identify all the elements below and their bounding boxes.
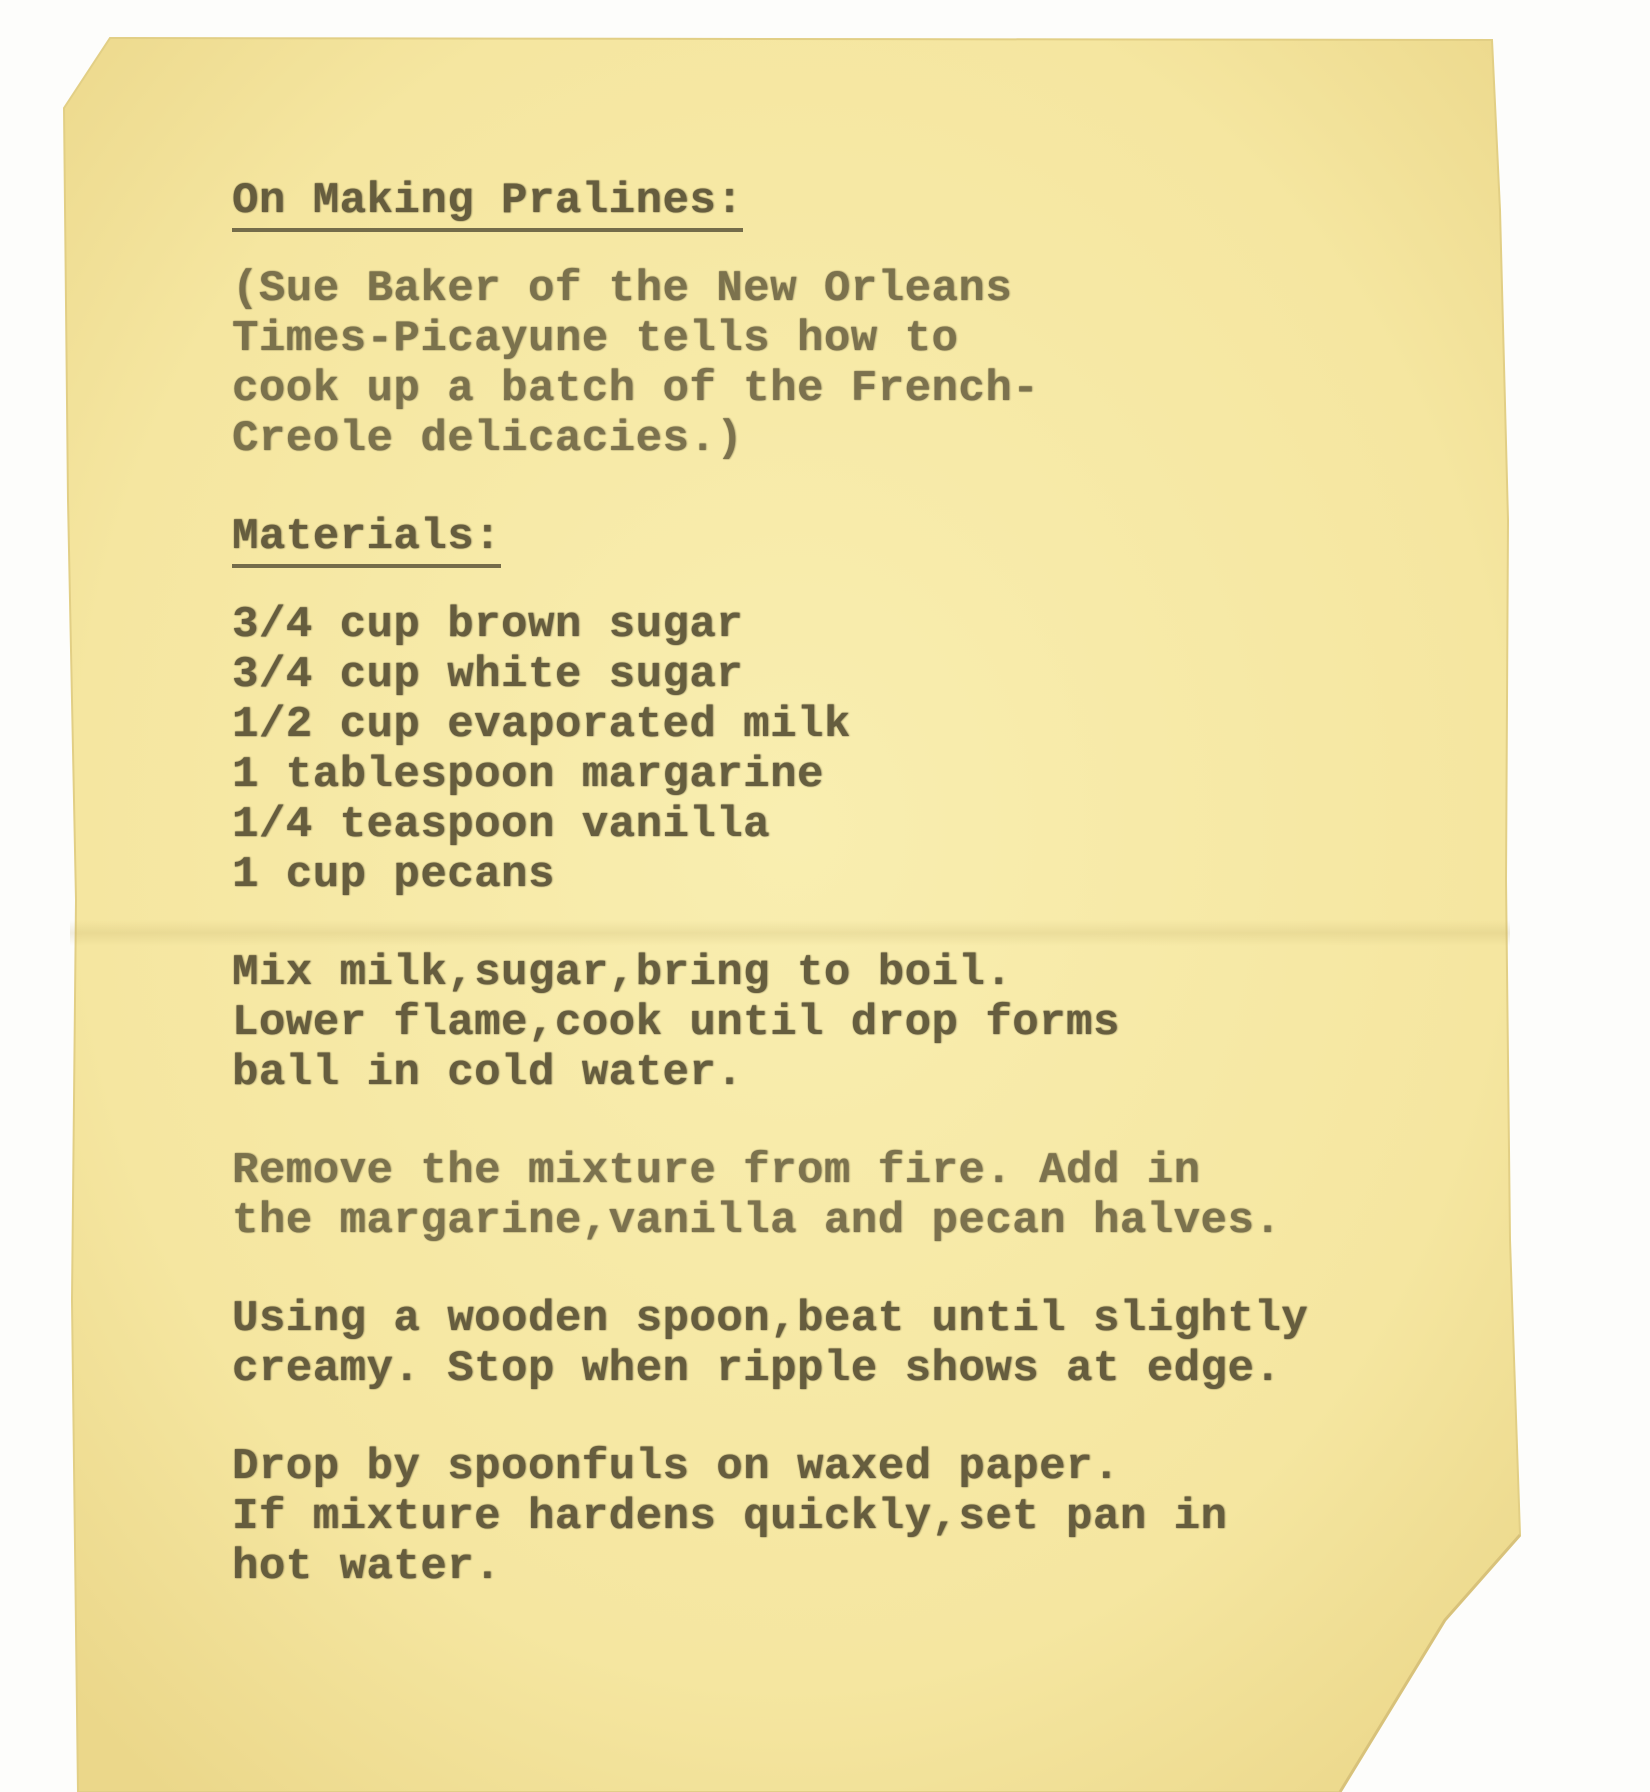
material-item: 3/4 cup brown sugar [232, 600, 744, 650]
material-item: 1 tablespoon margarine [232, 750, 824, 800]
step-paragraph: Mix milk,sugar,bring to boil. Lower flame,cook until drop forms ball in cold water. [232, 948, 1120, 1098]
step-paragraph: Using a wooden spoon,beat until slightly creamy. Stop when ripple shows at edge. [232, 1294, 1309, 1394]
recipe-title: On Making Pralines: [232, 176, 743, 232]
material-item: 1 cup pecans [232, 850, 555, 900]
materials-heading: Materials: [232, 512, 501, 568]
material-item: 1/4 teaspoon vanilla [232, 800, 771, 850]
material-item: 1/2 cup evaporated milk [232, 700, 851, 750]
step-paragraph: Remove the mixture from fire. Add in the margarine,vanilla and pecan halves. [232, 1146, 1282, 1246]
materials-list [232, 600, 1482, 900]
typed-recipe [232, 176, 1482, 1640]
step-paragraph: Drop by spoonfuls on waxed paper. If mixture hardens quickly,set pan in hot water. [232, 1442, 1228, 1592]
title-block [232, 176, 1482, 232]
intro-paragraph: (Sue Baker of the New Orleans Times-Picayune tells how to cook up a batch of the French- Creole delicacies.) [232, 264, 1040, 464]
materials-heading-block [232, 512, 1482, 568]
material-item: 3/4 cup white sugar [232, 650, 744, 700]
